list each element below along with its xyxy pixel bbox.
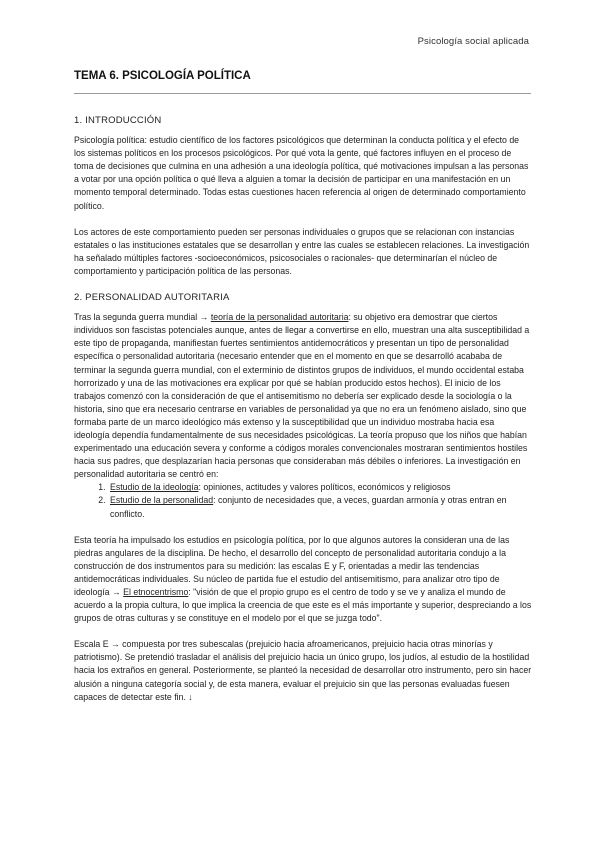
document-body <box>74 114 532 717</box>
authoritarian-paragraph-1 <box>74 311 532 481</box>
section-heading-introduction: 1. INTRODUCCIÓN <box>74 115 162 126</box>
authoritarian-paragraph-2 <box>74 534 532 626</box>
research-focus-list <box>74 481 532 520</box>
intro-paragraph-1: Psicología política: estudio científico de los factores psicológicos que determinan la conducta política y el efecto de los sistemas políticos en los procesos psicológicos. Por qué vota la gente, qué factores influyen en el proceso de toma de decisiones que culmina en una adhesión a una ideología política, qué motivaciones impulsan a las personas a votar por una opción política o qué lleva a alguien a tomar la decisión de participar en una manifestación en un momento temporal determinado. Todas estas cuestiones hacen referencia al origen de determinado comportamiento político. <box>74 135 529 211</box>
list-item-text: : conjunto de necesidades que, a veces, guardan armonía y otras entran en conflicto. <box>110 495 507 519</box>
list-item-term: Estudio de la ideología <box>110 482 199 493</box>
title-divider <box>74 93 531 94</box>
intro-paragraph-2: Los actores de este comportamiento pueden ser personas individuales o grupos que se relacionan con instancias estatales o las instituciones estatales que se desarrollan y entre las cuales se establecen relaciones. La investigación ha señalado múltiples factores -socioeconómicos, psicosociales o racionales- que determinarían el núcleo de comportamiento y participación política de las personas. <box>74 226 530 276</box>
list-item-text: : opiniones, actitudes y valores políticos, económicos y religiosos <box>198 482 451 493</box>
list-item <box>108 494 532 520</box>
page-title: TEMA 6. PSICOLOGÍA POLÍTICA <box>74 70 251 82</box>
ethnocentrism-term: El etnocentrismo <box>123 587 189 597</box>
list-item <box>108 481 532 494</box>
section-heading-authoritarian-personality: 2. PERSONALIDAD AUTORITARIA <box>74 292 230 304</box>
list-item-term: Estudio de la personalidad <box>110 495 214 506</box>
paragraph-lead: Tras la segunda guerra mundial → <box>74 312 211 323</box>
paragraph-body: : "visión de que el propio grupo es el centro de todo y se ve y analiza el mundo de acuerdo a la propia cultura, lo que implica la creencia de que este es el más importante y superior, despreciando a los grupos de otras culturas y se constituye en el modelo por el que se juzga todo". <box>74 587 532 624</box>
theory-term: teoría de la personalidad autoritaria <box>210 312 349 323</box>
paragraph-body: : su objetivo era demostrar que ciertos individuos son fascistas potenciales aunque, antes de llegar a convertirse en ello, muestran una alta susceptibilidad a este tipo de propaganda, manifiestan fuertes sentimientos antidemocráticos y presentan un tipo de personalidad específica o personalidad autoritaria (necesario entender que en el momento en que se desarrolló acababa de terminar la segunda guerra mundial, con el exterminio de distintos grupos de individuos, el mundo occidental estaba horrorizado y una de las motivaciones era explicar por qué se habían producido estos hechos). El inicio de los trabajos comenzó con la consideración de que el antisemitismo no debería ser explicado desde la sociología o la historia, sino que era necesario centrarse en variables de personalidad ya que no era un fenómeno aislado, sino que formaba parte de un marco ideológico más extenso y la susceptibilidad que un individuo mostraba hacia esa ideología dependía fundamentalmente de sus necesidades psicológicas. La teoría propuso que los niños que habían experimentado una educación severa y conforme a códigos morales convencionales mostraran sentimientos hostiles hacia sus padres, que desplazarían hacia personas que consideraban más débiles o inferiores. La investigación en personalidad autoritaria se centró en: <box>74 312 530 480</box>
running-header: Psicología social aplicada <box>417 36 529 47</box>
authoritarian-paragraph-3: Escala E → compuesta por tres subescalas (prejuicio hacia afroamericanos, prejuicio hacia otras minorías y patriotismo). Se pretendió trasladar el análisis del prejuicio hacia un único grupo, los judíos, al estudio de la hostilidad hacia los extraños en general. Posteriormente, se planteó la necesidad de desarrollar otro instrumento, pero sin hacer alusión a ninguna categoría social y, de esta manera, evaluar el prejuicio sin que las personas evaluadas fuesen capaces de detectar este fin. ↓ <box>74 639 532 702</box>
paragraph-lead: Esta teoría ha impulsado los estudios en psicología política, por lo que algunos autores la consideran una de las piedras angulares de la disciplina. De hecho, el desarrollo del concepto de personalidad autoritaria condujo a la construcción de dos instrumentos para su medición: las escalas E y F, orientadas a medir las tendencias antidemocráticas individuales. Su núcleo de partida fue el estudio del antisemitismo, para analizar otro tipo de ideología → <box>74 534 510 597</box>
